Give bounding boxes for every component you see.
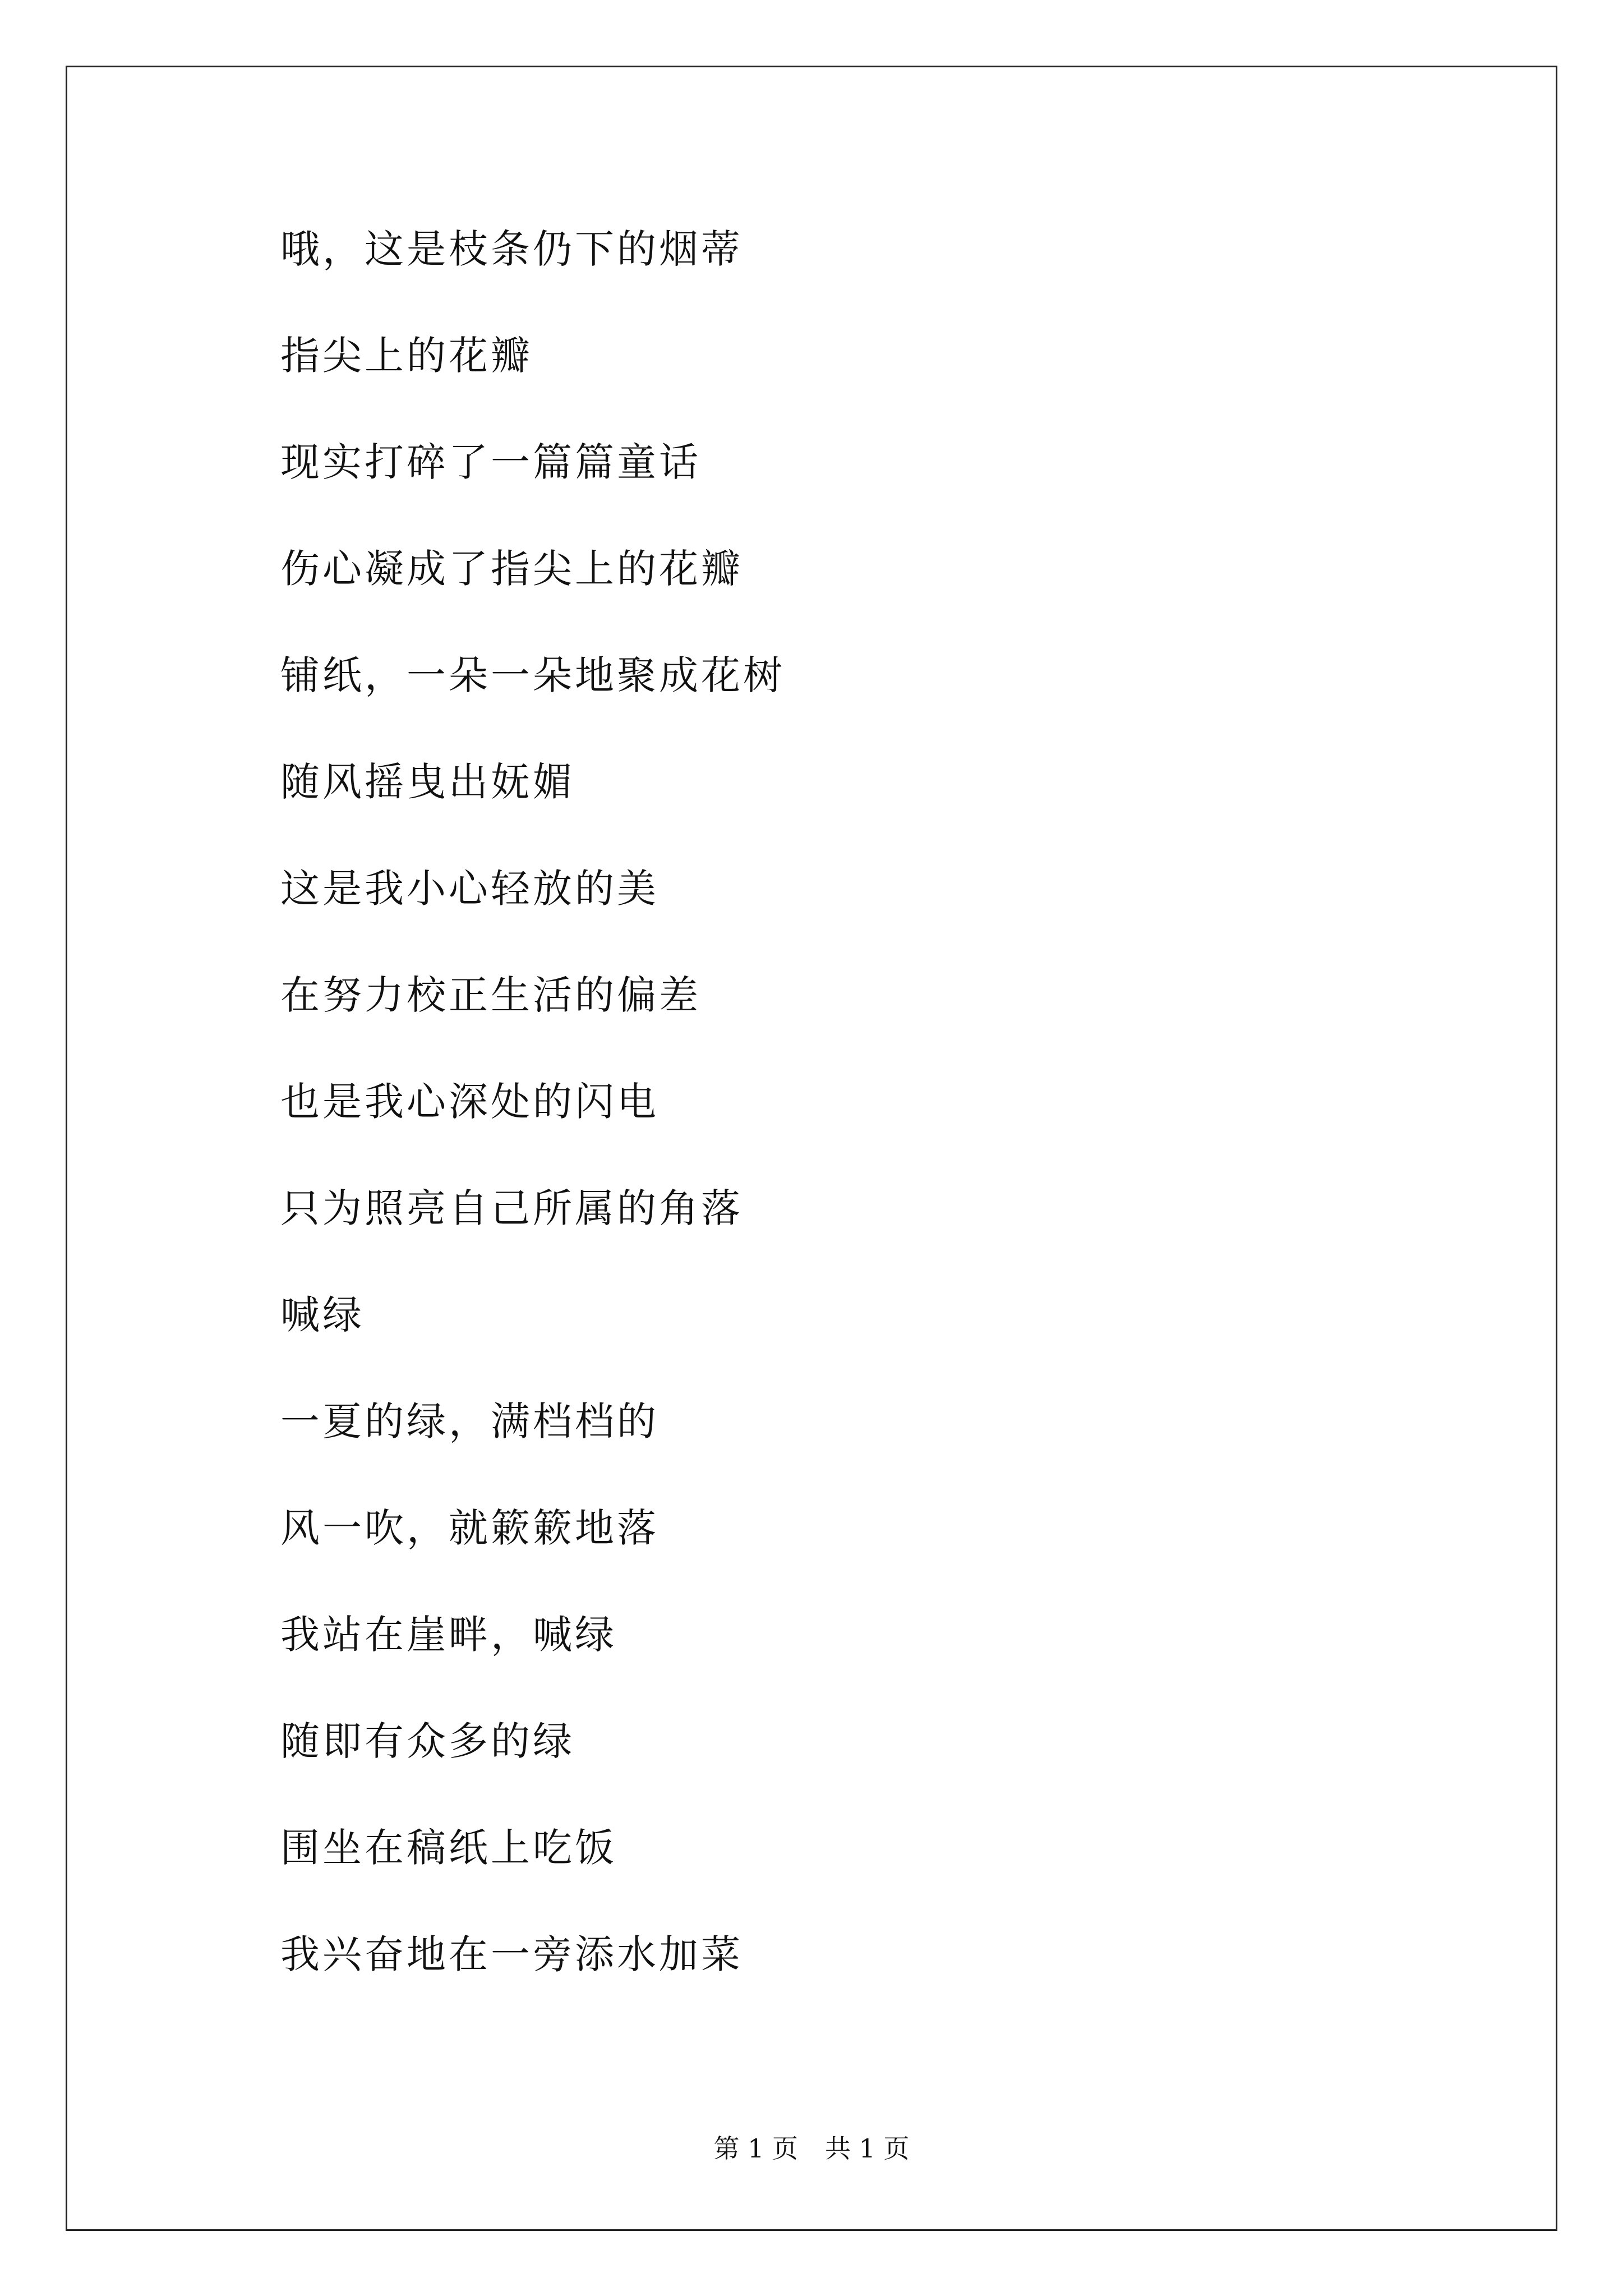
poem-line: 铺纸，一朵一朵地聚成花树	[280, 652, 785, 698]
poem-line: 也是我心深处的闪电	[280, 1079, 659, 1125]
page-number: 第 1 页	[713, 2133, 798, 2164]
page-footer	[0, 2132, 1623, 2165]
poem-line: 只为照亮自己所属的角落	[280, 1185, 743, 1231]
poem-line: 这是我小心轻放的美	[280, 866, 659, 912]
poem-line: 指尖上的花瓣	[280, 333, 533, 379]
poem-line: 我站在崖畔，喊绿	[280, 1612, 617, 1658]
poem-line: 在努力校正生活的偏差	[280, 972, 701, 1018]
poem-line: 一夏的绿，满档档的	[280, 1398, 659, 1444]
poem-line: 风一吹，就簌簌地落	[280, 1505, 659, 1551]
poem-body	[280, 223, 785, 2035]
poem-line: 围坐在稿纸上吃饭	[280, 1825, 617, 1871]
poem-line: 我兴奋地在一旁添水加菜	[280, 1931, 743, 1977]
poem-line: 随风摇曳出妩媚	[280, 759, 575, 805]
poem-line: 喊绿	[280, 1292, 365, 1338]
poem-line: 哦，这是枝条仍下的烟蒂	[280, 226, 743, 272]
poem-line: 伤心凝成了指尖上的花瓣	[280, 546, 743, 592]
poem-line: 随即有众多的绿	[280, 1718, 575, 1764]
page-total: 共 1 页	[825, 2133, 910, 2164]
poem-line: 现实打碎了一篇篇童话	[280, 439, 701, 485]
